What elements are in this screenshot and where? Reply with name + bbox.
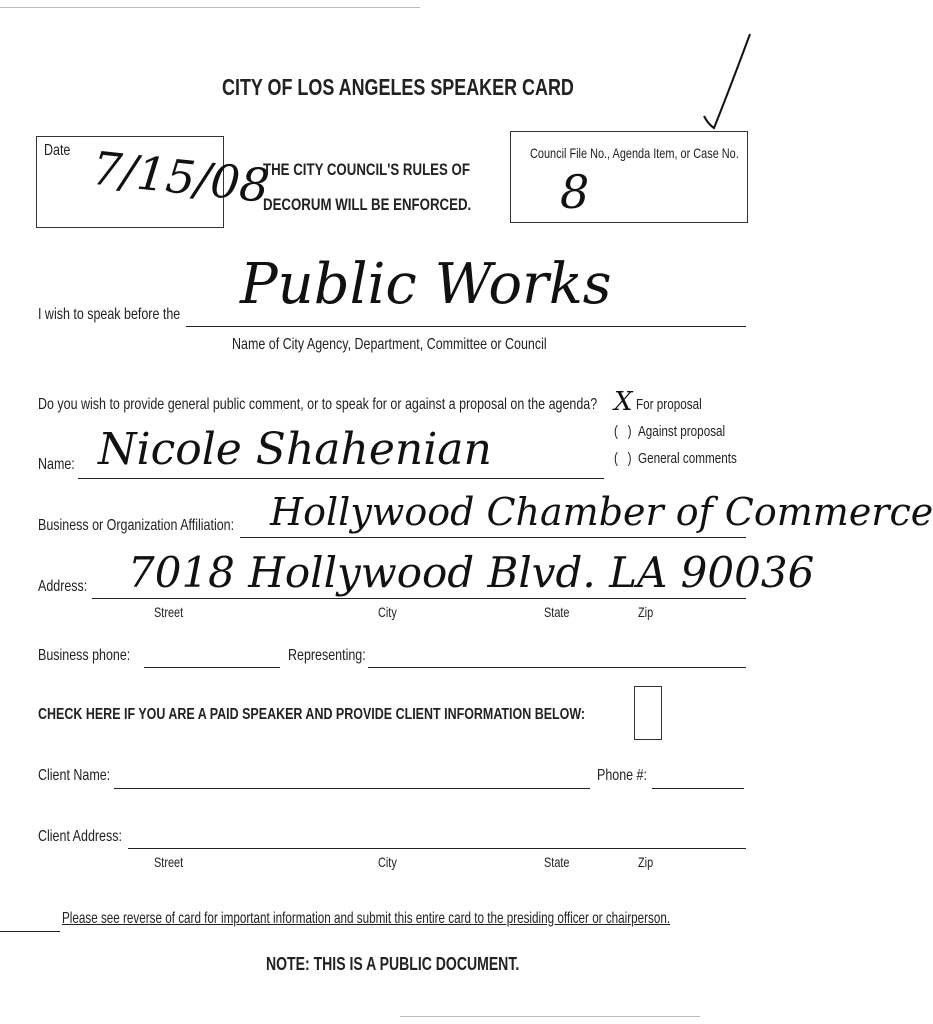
business-phone-line[interactable]: [144, 667, 280, 668]
client-address-caption-city: City: [378, 854, 397, 870]
affiliation-label: Business or Organization Affiliation:: [38, 517, 235, 534]
speak-before-line: [186, 326, 746, 327]
option-label: Against proposal: [638, 423, 726, 440]
affiliation-line: [240, 537, 746, 538]
option-label: For proposal: [636, 396, 702, 413]
paid-speaker-checkbox[interactable]: [634, 686, 662, 740]
representing-label: Representing:: [288, 647, 366, 664]
address-line: [92, 598, 746, 599]
council-file-value[interactable]: 8: [560, 165, 590, 219]
client-name-line[interactable]: [114, 788, 590, 789]
date-label: Date: [44, 142, 71, 159]
speak-before-caption: Name of City Agency, Department, Committee or Council: [232, 336, 547, 353]
option-bracket: ( ): [614, 423, 632, 440]
scan-edge-top: [0, 7, 420, 8]
instructions-rule: [0, 931, 60, 932]
address-label: Address:: [38, 578, 88, 595]
address-caption-zip: Zip: [638, 604, 654, 620]
decorum-line-2: DECORUM WILL BE ENFORCED.: [263, 195, 472, 214]
name-label: Name:: [38, 456, 75, 473]
public-document-note: NOTE: THIS IS A PUBLIC DOCUMENT.: [266, 954, 520, 974]
phone-label: Phone #:: [597, 767, 647, 784]
client-address-caption-zip: Zip: [638, 854, 654, 870]
scan-edge-bottom: [400, 1016, 700, 1017]
client-address-label: Client Address:: [38, 828, 122, 845]
business-phone-label: Business phone:: [38, 647, 131, 664]
phone-line[interactable]: [652, 788, 744, 789]
client-name-label: Client Name:: [38, 767, 111, 784]
representing-line[interactable]: [368, 667, 746, 668]
speak-before-label: I wish to speak before the: [38, 306, 181, 323]
address-value[interactable]: 7018 Hollywood Blvd. LA 90036: [128, 548, 815, 597]
name-line: [78, 478, 604, 479]
option-mark: X: [614, 387, 633, 417]
checkmark-icon: [690, 28, 770, 138]
card-title: CITY OF LOS ANGELES SPEAKER CARD: [222, 74, 574, 100]
decorum-line-1: THE CITY COUNCIL'S RULES OF: [263, 160, 470, 179]
client-address-caption-street: Street: [154, 854, 184, 870]
client-address-line[interactable]: [128, 848, 746, 849]
name-value[interactable]: Nicole Shahenian: [98, 424, 492, 475]
option-label: General comments: [638, 450, 737, 467]
address-caption-city: City: [378, 604, 397, 620]
position-question: Do you wish to provide general public comment, or to speak for or against a proposal on the agenda?: [38, 396, 598, 413]
instructions-text: Please see reverse of card for important information and submit this entire card to the presiding officer or chairperson.: [62, 910, 671, 927]
council-file-label: Council File No., Agenda Item, or Case No.: [530, 145, 739, 161]
address-caption-street: Street: [154, 604, 184, 620]
address-caption-state: State: [544, 604, 570, 620]
speak-before-value[interactable]: Public Works: [240, 252, 612, 317]
date-value[interactable]: 7/15/08: [89, 140, 272, 214]
paid-speaker-label: CHECK HERE IF YOU ARE A PAID SPEAKER AND PROVIDE CLIENT INFORMATION BELOW:: [38, 706, 586, 723]
affiliation-value[interactable]: Hollywood Chamber of Commerce: [270, 490, 933, 534]
client-address-caption-state: State: [544, 854, 570, 870]
option-bracket: ( ): [614, 450, 632, 467]
